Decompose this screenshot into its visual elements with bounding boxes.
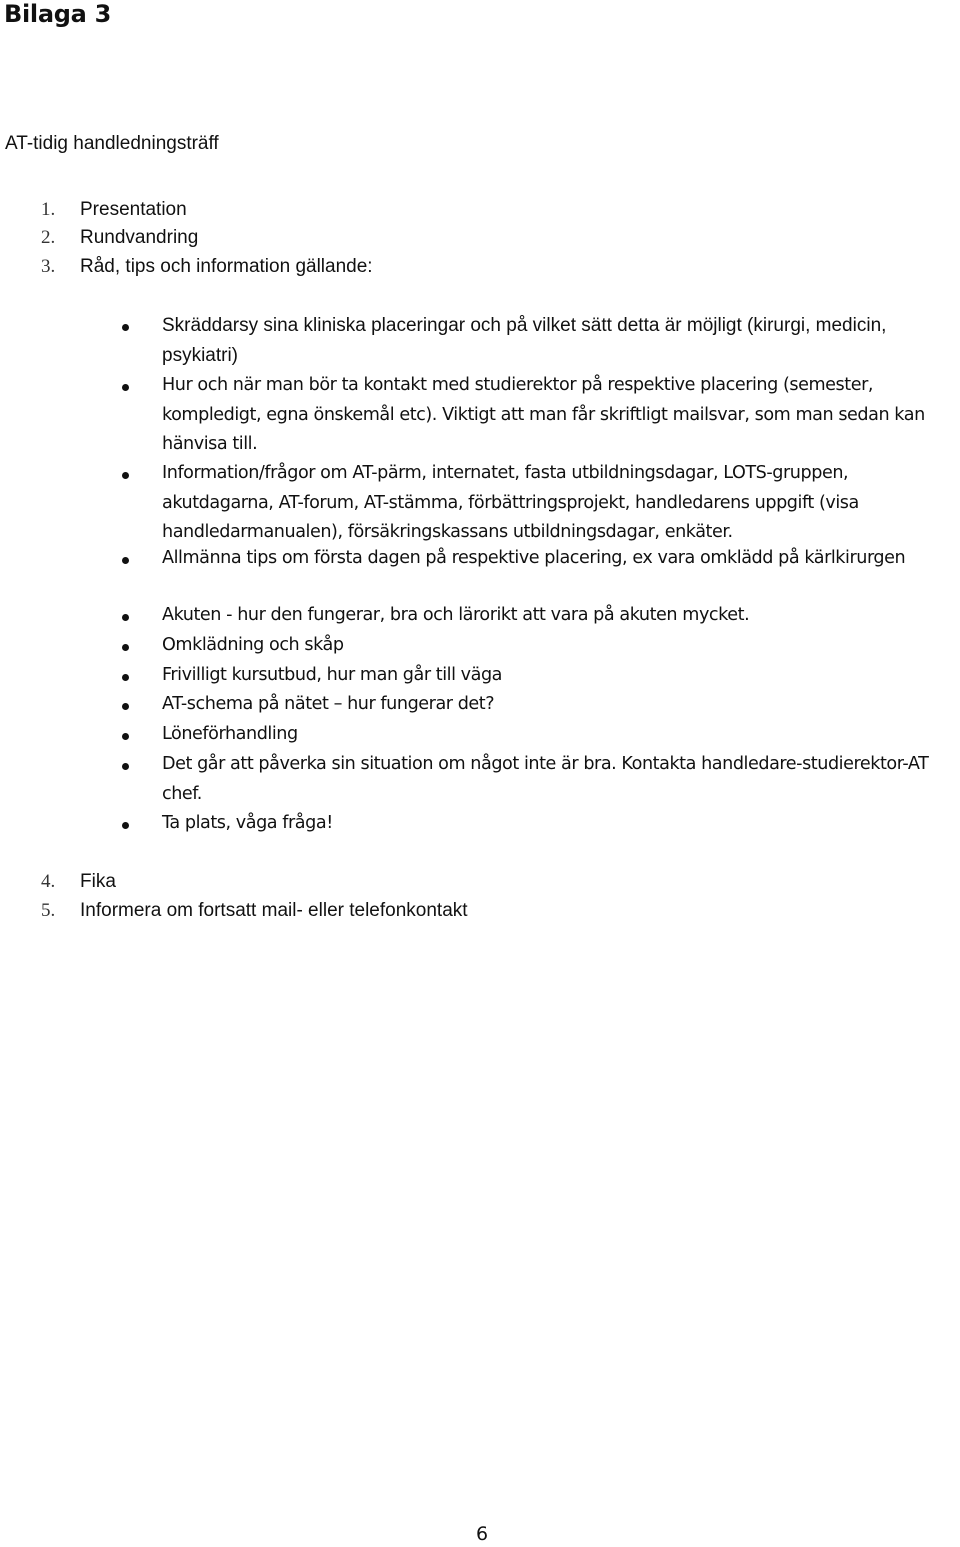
bullet-dot-icon — [122, 763, 129, 770]
bullet-dot-icon — [122, 822, 129, 829]
bullet-text: Allmänna tips om första dagen på respektive placering, ex vara omklädd på kärlkirurgen — [162, 548, 906, 568]
bullet-dot-icon — [122, 384, 129, 391]
agenda-number: 5. — [41, 900, 56, 921]
bullet-text: Akuten - hur den fungerar, bra och lärorikt att vara på akuten mycket. — [162, 605, 750, 625]
bullet-text: Frivilligt kursutbud, hur man går till väga — [162, 665, 503, 685]
bullet-text: AT-schema på nätet – hur fungerar det? — [162, 694, 495, 714]
agenda-number: 2. — [41, 227, 56, 248]
bullet-dot-icon — [122, 703, 129, 710]
agenda-number: 1. — [41, 199, 56, 220]
bullet-text: Ta plats, våga fråga! — [162, 813, 333, 833]
bullet-text: Information/frågor om AT-pärm, internatet, fasta utbildningsdagar, LOTS-gruppen, akutdagarna, AT-forum, AT-stämma, förbättringsprojekt, handledarens uppgift (visa handledarmanualen), försäkringskassans utbildningsdagar, enkäter. — [162, 463, 859, 542]
bullet-text: Det går att påverka sin situation om något inte är bra. Kontakta handledare-studierektor-AT chef. — [162, 754, 929, 804]
bullet-text: Skräddarsy sina kliniska placeringar och på vilket sätt detta är möjligt (kirurgi, medicin, psykiatri) — [162, 315, 887, 366]
bullet-dot-icon — [122, 733, 129, 740]
document-title: Bilaga 3 — [4, 0, 111, 28]
agenda-number: 4. — [41, 871, 56, 892]
bullet-text: Löneförhandling — [162, 724, 298, 744]
bullet-dot-icon — [122, 324, 129, 331]
page-number: 6 — [476, 1523, 489, 1545]
bullet-text: Hur och när man bör ta kontakt med studierektor på respektive placering (semester, kompledigt, egna önskemål etc). Viktigt att man får skriftligt mailsvar, som man sedan kan hänvisa till. — [162, 375, 925, 454]
agenda-label: Råd, tips och information gällande: — [80, 256, 373, 277]
bullet-text: Omklädning och skåp — [162, 635, 344, 655]
bullet-dot-icon — [122, 674, 129, 681]
bullet-dot-icon — [122, 557, 129, 564]
bullet-dot-icon — [122, 472, 129, 479]
bullet-dot-icon — [122, 644, 129, 651]
agenda-label: Fika — [80, 871, 116, 892]
bullet-dot-icon — [122, 614, 129, 621]
agenda-label: Rundvandring — [80, 227, 199, 248]
document-subtitle: AT-tidig handledningsträff — [5, 133, 219, 154]
agenda-label: Informera om fortsatt mail- eller telefonkontakt — [80, 900, 468, 921]
agenda-label: Presentation — [80, 199, 187, 220]
agenda-number: 3. — [41, 256, 56, 277]
